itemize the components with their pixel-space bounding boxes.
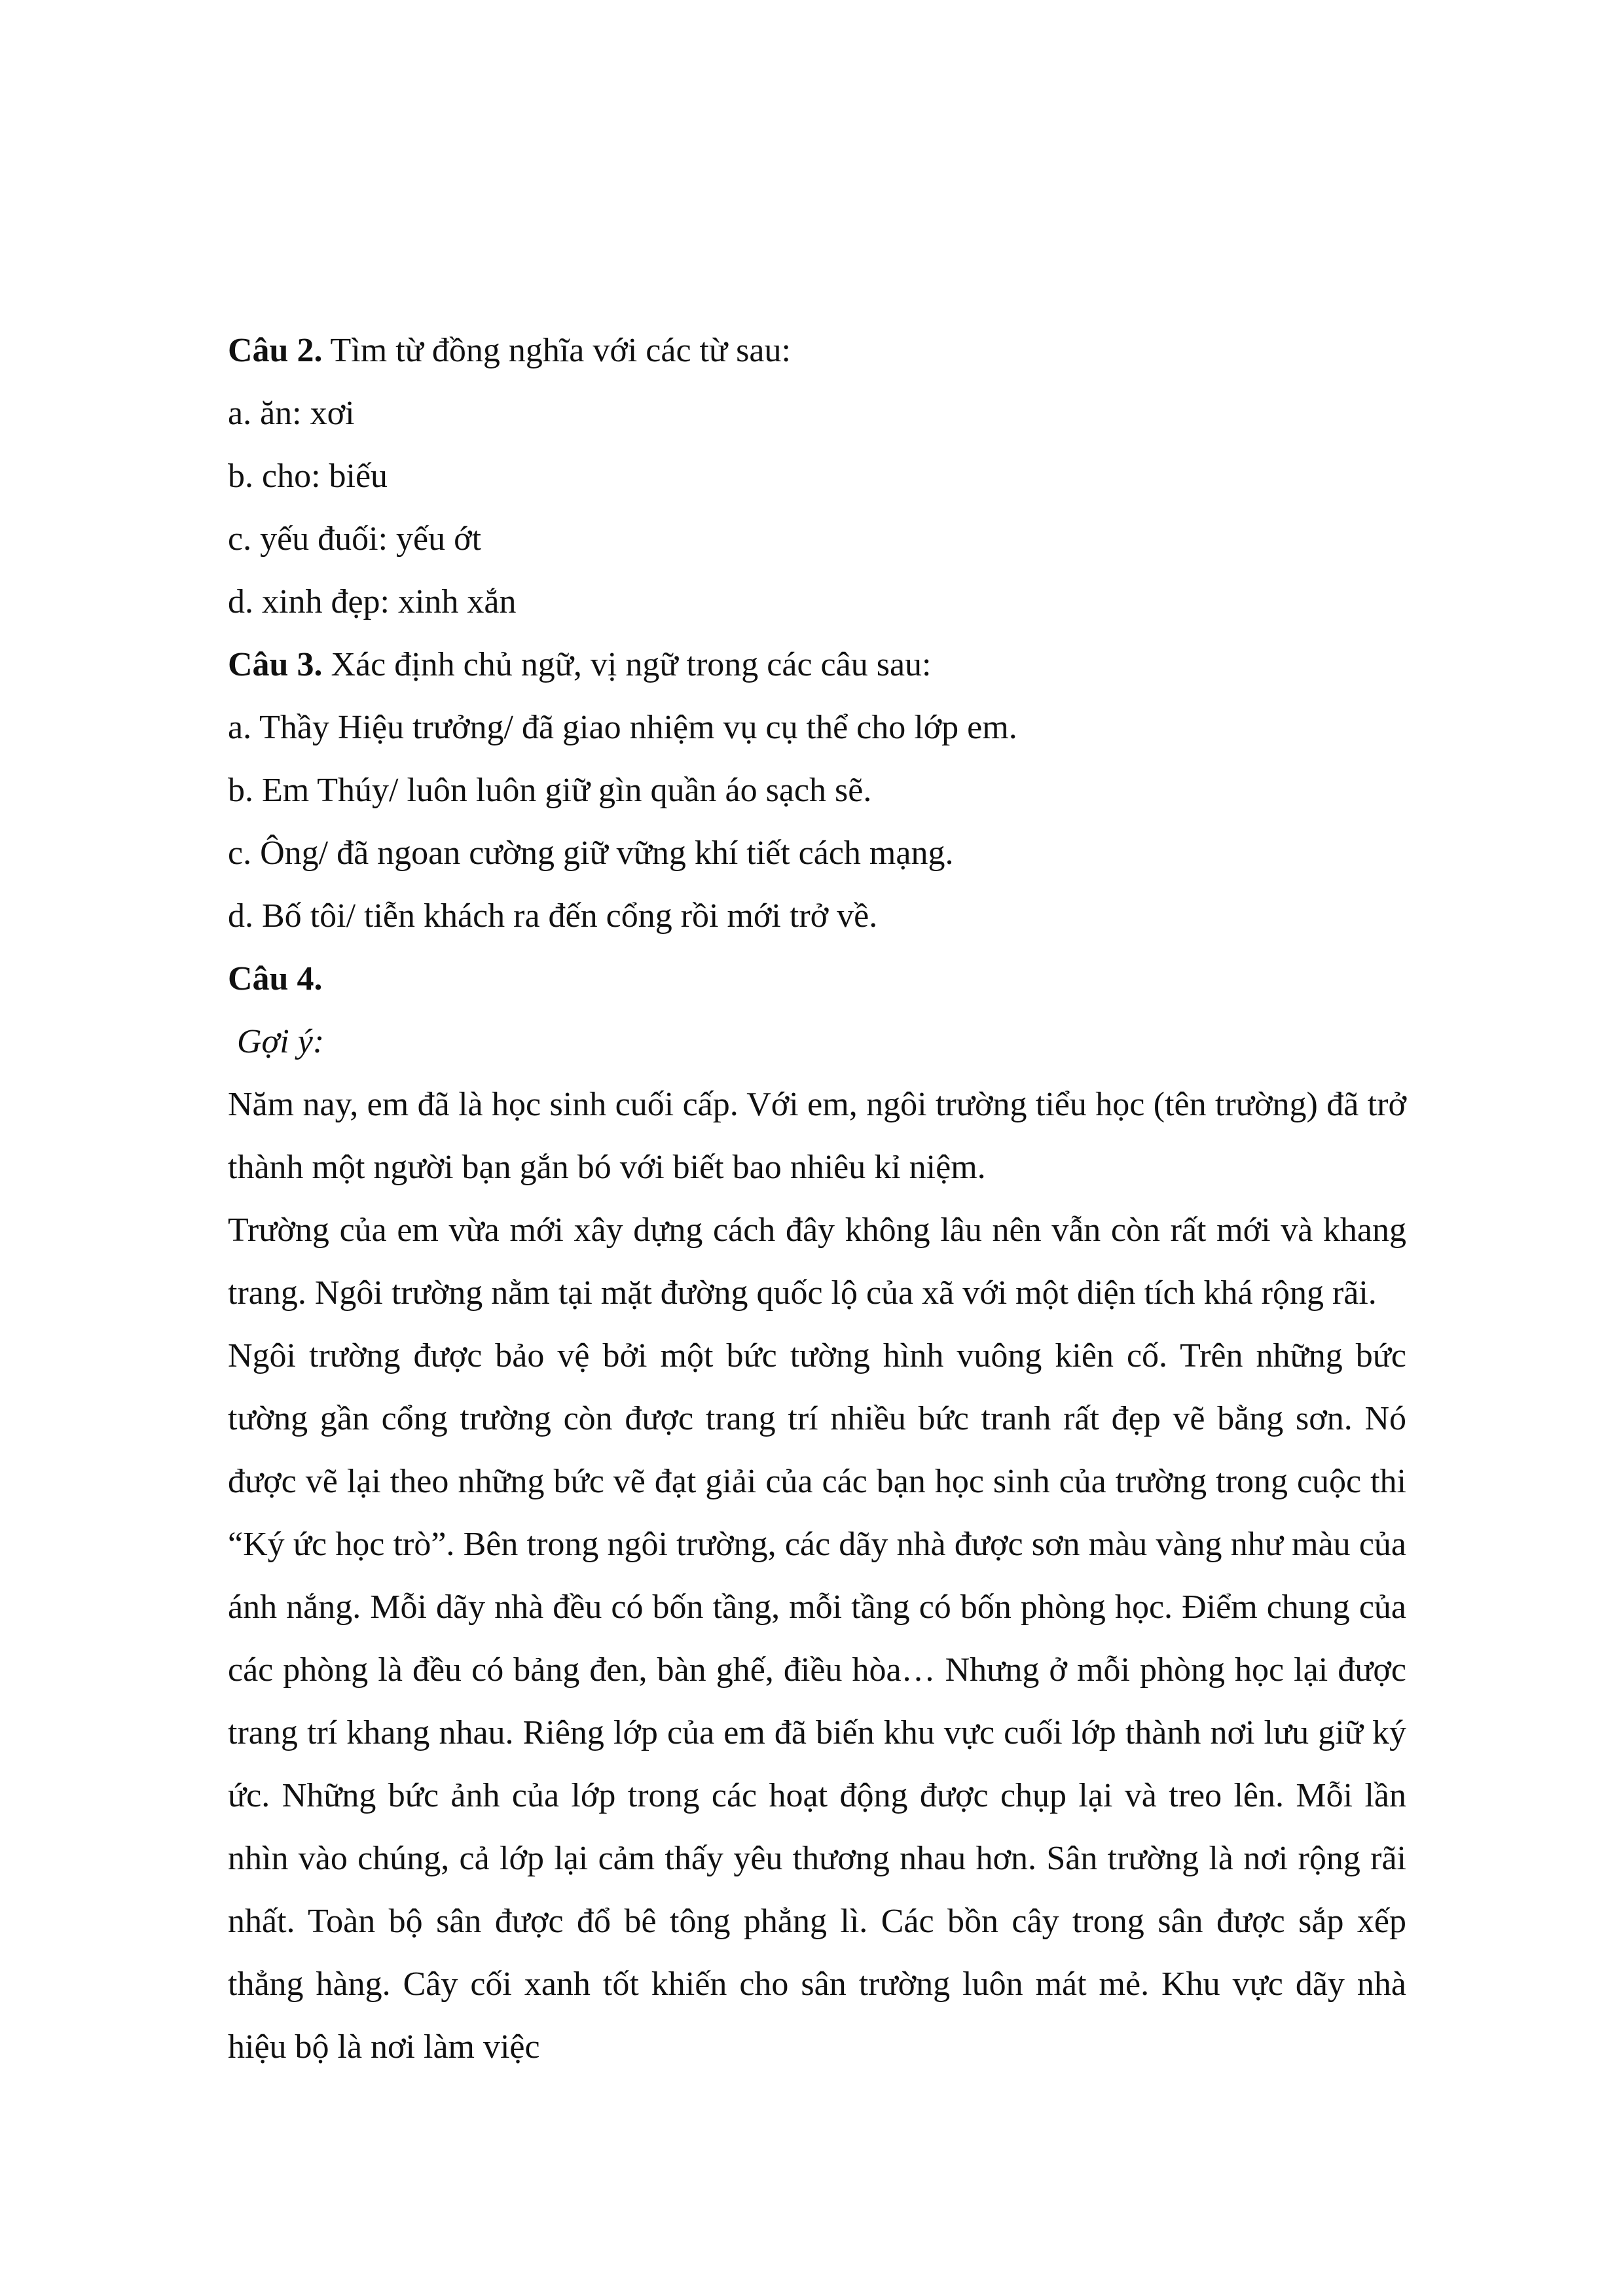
- question-3-label: Câu 3.: [228, 646, 323, 683]
- essay-paragraph-3: Ngôi trường được bảo vệ bởi một bức tường hình vuông kiên cố. Trên những bức tường gần cổng trường còn được trang trí nhiều bức tranh rất đẹp vẽ bằng sơn. Nó được vẽ lại theo những bức vẽ đạt giải của các bạn học sinh của trường trong cuộc thi “Ký ức học trò”. Bên trong ngôi trường, các dãy nhà được sơn màu vàng như màu của ánh nắng. Mỗi dãy nhà đều có bốn tầng, mỗi tầng có bốn phòng học. Điểm chung của các phòng là đều có bảng đen, bàn ghế, điều hòa… Nhưng ở mỗi phòng học lại được trang trí khang nhau. Riêng lớp của em đã biến khu vực cuối lớp thành nơi lưu giữ ký ức. Những bức ảnh của lớp trong các hoạt động được chụp lại và treo lên. Mỗi lần nhìn vào chúng, cả lớp lại cảm thấy yêu thương nhau hơn. Sân trường là nơi rộng rãi nhất. Toàn bộ sân được đổ bê tông phẳng lì. Các bồn cây trong sân được sắp xếp thẳng hàng. Cây cối xanh tốt khiến cho sân trường luôn mát mẻ. Khu vực dãy nhà hiệu bộ là nơi làm việc: [228, 1337, 1406, 2066]
- question-3-prompt: Xác định chủ ngữ, vị ngữ trong các câu sau:: [322, 646, 932, 683]
- question-2-item-b: b. cho: biếu: [228, 457, 388, 495]
- question-2-heading: [228, 319, 1406, 382]
- essay-paragraph-1: Năm nay, em đã là học sinh cuối cấp. Với em, ngôi trường tiểu học (tên trường) đã trở thành một người bạn gắn bó với biết bao nhiêu kỉ niệm.: [228, 1086, 1406, 1186]
- question-4-hint: Gợi ý:: [237, 1023, 325, 1060]
- question-3-item-c: c. Ông/ đã ngoan cường giữ vững khí tiết cách mạng.: [228, 834, 954, 872]
- question-4-heading: [228, 948, 1406, 1011]
- document-body: [228, 319, 1406, 2079]
- question-2-prompt: Tìm từ đồng nghĩa với các từ sau:: [322, 332, 791, 369]
- essay-paragraph-2: Trường của em vừa mới xây dựng cách đây không lâu nên vẫn còn rất mới và khang trang. Ngôi trường nằm tại mặt đường quốc lộ của xã với một diện tích khá rộng rãi.: [228, 1211, 1406, 1312]
- question-2-item-a: a. ăn: xơi: [228, 395, 355, 432]
- question-3-heading: [228, 634, 1406, 696]
- question-2-label: Câu 2.: [228, 332, 323, 369]
- question-4-label: Câu 4.: [228, 960, 323, 997]
- question-3-item-b: b. Em Thúy/ luôn luôn giữ gìn quần áo sạch sẽ.: [228, 772, 872, 809]
- question-3-item-a: a. Thầy Hiệu trưởng/ đã giao nhiệm vụ cụ thể cho lớp em.: [228, 709, 1017, 746]
- question-2-item-d: d. xinh đẹp: xinh xắn: [228, 583, 517, 620]
- question-2-item-c: c. yếu đuối: yếu ớt: [228, 520, 482, 558]
- question-3-item-d: d. Bố tôi/ tiễn khách ra đến cổng rồi mới trở về.: [228, 897, 878, 935]
